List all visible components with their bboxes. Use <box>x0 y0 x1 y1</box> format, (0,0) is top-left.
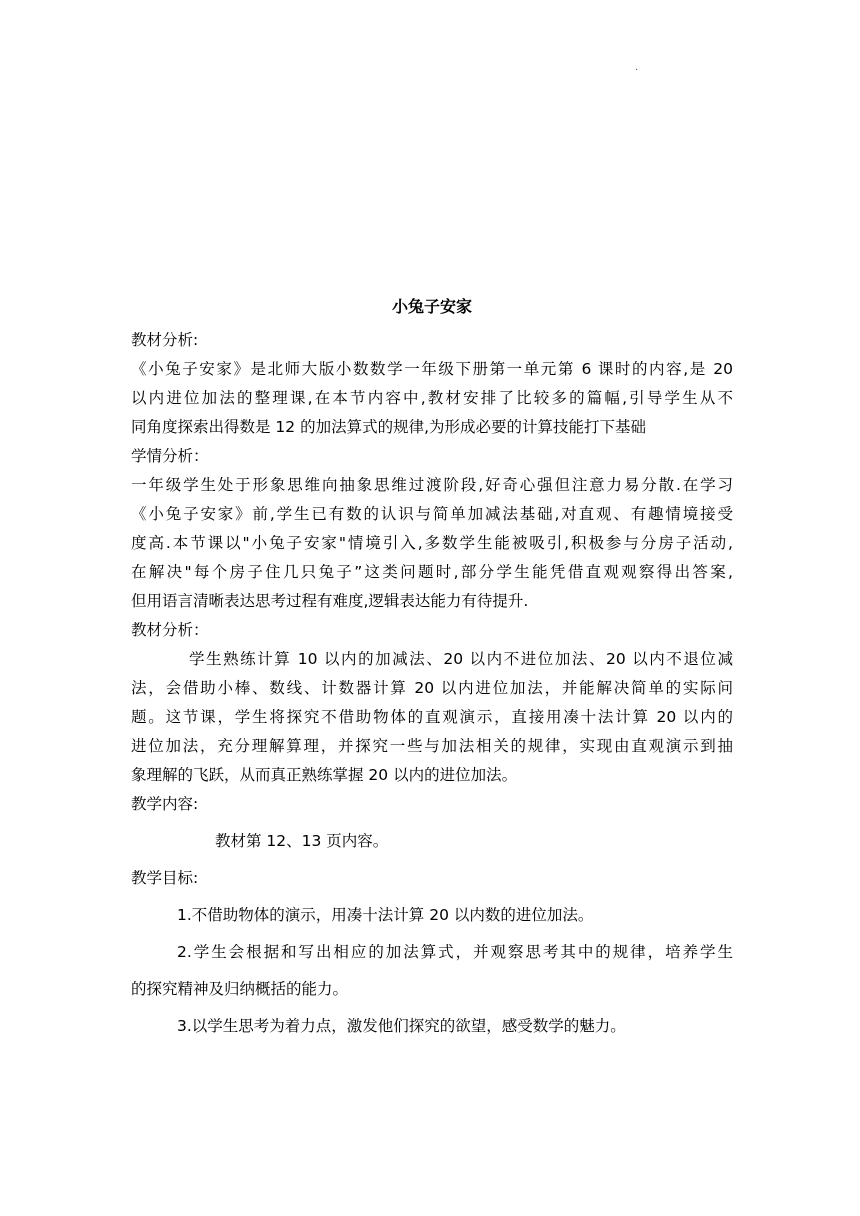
paragraph-line: 象理解的飞跃，从而真正熟练掌握 20 以内的进位加法。 <box>131 766 518 784</box>
document-body <box>131 296 733 1041</box>
spacer <box>131 1004 733 1012</box>
paragraph-line: 题。这节课，学生将探究不借助物体的直观演示，直接用凑十法计算 20 以内的 <box>131 708 733 726</box>
spacer <box>131 819 733 827</box>
spacer <box>131 967 733 975</box>
section-heading-student-analysis: 学情分析： <box>131 447 209 465</box>
paragraph-line: 一年级学生处于形象思维向抽象思维过渡阶段,好奇心强但注意力易分散.在学习 <box>131 476 733 494</box>
spacer <box>131 856 733 864</box>
header-mark: . <box>635 62 639 73</box>
paragraph-line: 但用语言清晰表达思考过程有难度,逻辑表达能力有待提升. <box>131 592 529 610</box>
paragraph-line: 同角度探索出得数是 12 的加法算式的规律,为形成必要的计算技能打下基础 <box>131 418 647 436</box>
goal-item-2-continued: 的探究精神及归纳概括的能力。 <box>131 980 349 998</box>
paragraph-line: 进位加法，充分理解算理，并探究一些与加法相关的规律，实现由直观演示到抽 <box>131 737 733 755</box>
paragraph-line: 《小兔子安家》前,学生已有数的认识与简单加减法基础,对直观、有趣情境接受 <box>131 505 733 523</box>
paragraph-line: 度高.本节课以"小兔子安家"情境引入,多数学生能被吸引,积极参与分房子活动, <box>131 534 733 552</box>
section-heading-material-analysis: 教材分析: <box>131 331 199 349</box>
section-heading-material-analysis-2: 教材分析： <box>131 621 209 639</box>
section-heading-teaching-goals: 教学目标: <box>131 869 199 887</box>
paragraph-line: 在解决"每个房子住几只兔子”这类问题时,部分学生能凭借直观观察得出答案, <box>131 563 733 581</box>
spacer <box>131 893 733 901</box>
paragraph-line: 学生熟练计算 10 以内的加减法、20 以内不进位加法、20 以内不退位减 <box>189 650 733 668</box>
paragraph-line: 以内进位加法的整理课,在本节内容中,教材安排了比较多的篇幅,引导学生从不 <box>131 389 733 407</box>
spacer <box>131 930 733 938</box>
section-heading-teaching-content: 教学内容: <box>131 795 199 813</box>
paragraph-line: 法，会借助小棒、数线、计数器计算 20 以内进位加法，并能解决简单的实际问 <box>131 679 733 697</box>
goal-item-3: 3.以学生思考为着力点，激发他们探究的欲望，感受数学的魅力。 <box>177 1017 626 1035</box>
paragraph-line: 《小兔子安家》是北师大版小数数学一年级下册第一单元第 6 课时的内容,是 20 <box>131 360 733 378</box>
paragraph-line: 教材第 12、13 页内容。 <box>215 832 389 850</box>
document-title: 小兔子安家 <box>391 297 472 316</box>
goal-item-1: 1.不借助物体的演示，用凑十法计算 20 以内数的进位加法。 <box>177 906 594 924</box>
goal-item-2: 2.学生会根据和写出相应的加法算式，并观察思考其中的规律，培养学生 <box>177 943 733 961</box>
